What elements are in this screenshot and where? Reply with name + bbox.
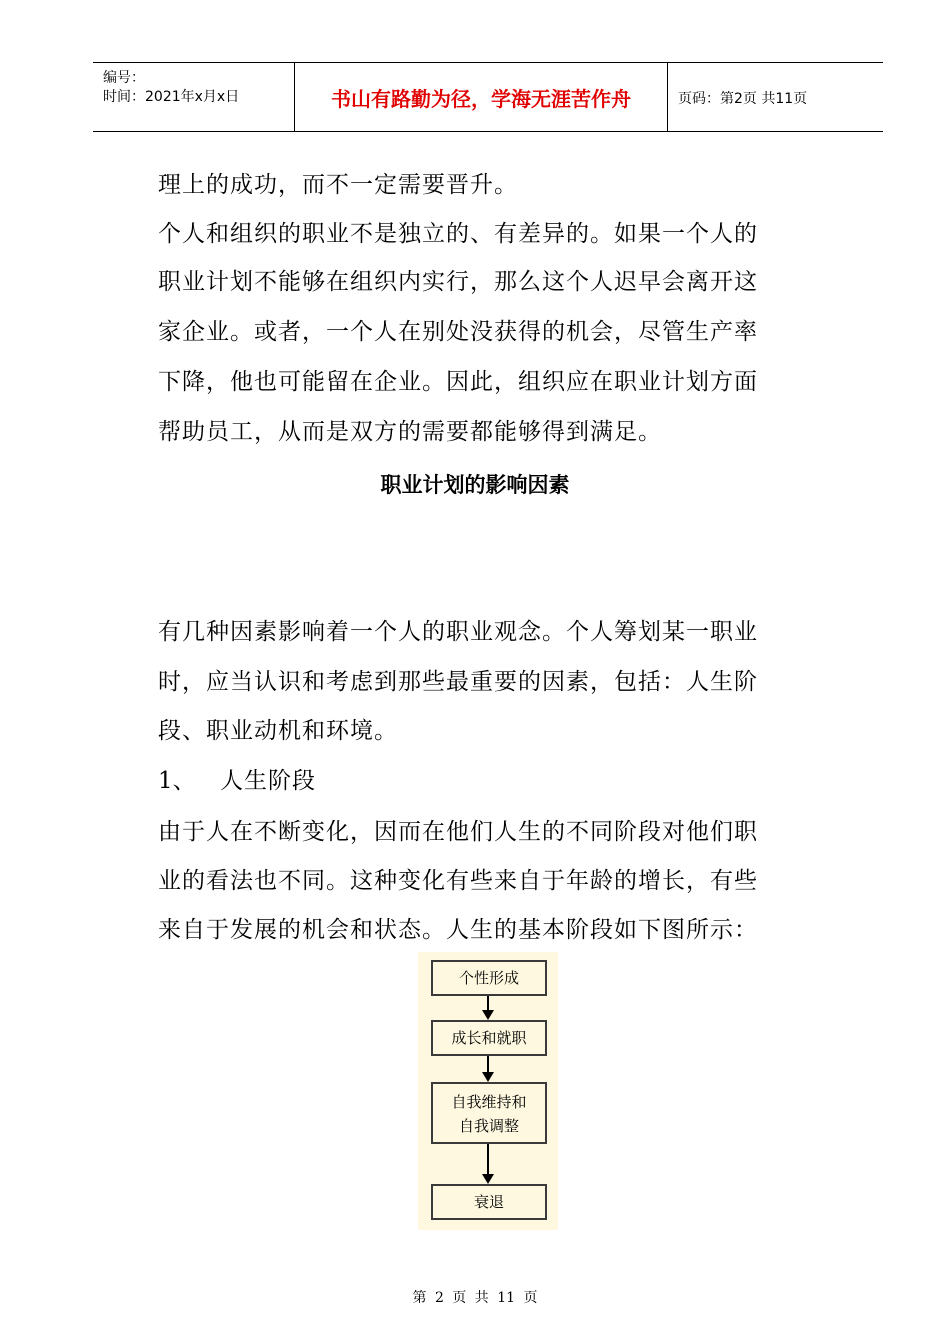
paragraph-line: 业的看法也不同。这种变化有些来自于年龄的增长，有些 [158,868,758,894]
flow-step-line: 自我维持和 [451,1093,527,1111]
flow-arrow-icon [487,1144,489,1182]
document-header [93,62,883,132]
serial-number-label: 编号： [103,70,145,86]
flow-step-decline: 衰退 [431,1184,547,1220]
life-stage-flowchart [418,952,558,1230]
header-motto-cell [295,63,668,131]
header-meta-cell [93,63,295,131]
page-info: 页码：第2页 共11页 [678,91,808,107]
motto-text: 书山有路勤为径，学海无涯苦作舟 [331,87,631,111]
paragraph-line: 个人和组织的职业不是独立的、有差异的。如果一个人的 [158,221,758,247]
flow-step-line: 自我调整 [458,1117,519,1135]
flow-step-growth: 成长和就职 [431,1020,547,1056]
flow-arrow-icon [487,1056,489,1080]
paragraph-line: 家企业。或者，一个人在别处没获得的机会，尽管生产率 [158,319,758,345]
list-item-text: 人生阶段 [220,768,316,794]
section-heading: 职业计划的影响因素 [380,473,570,497]
flow-arrow-icon [487,996,489,1018]
flow-step-personality: 个性形成 [431,960,547,996]
list-item-number: 1、 [158,768,196,794]
paragraph-line: 时，应当认识和考虑到那些最重要的因素，包括：人生阶 [158,669,758,695]
flow-step-self-maintenance [431,1082,547,1144]
header-page-cell [668,63,883,131]
page-footer: 第 2 页 共 11 页 [412,1290,538,1306]
paragraph-line: 帮助员工，从而是双方的需要都能够得到满足。 [158,419,662,445]
paragraph-line: 理上的成功，而不一定需要晋升。 [158,172,518,198]
paragraph-line: 段、职业动机和环境。 [158,718,398,744]
paragraph-line: 下降，他也可能留在企业。因此，组织应在职业计划方面 [158,369,758,395]
paragraph-line: 由于人在不断变化，因而在他们人生的不同阶段对他们职 [158,819,758,845]
time-label: 时间：2021年x月x日 [103,89,240,105]
paragraph-line: 职业计划不能够在组织内实行，那么这个人迟早会离开这 [158,269,758,295]
paragraph-line: 有几种因素影响着一个人的职业观念。个人筹划某一职业 [158,619,758,645]
paragraph-line: 来自于发展的机会和状态。人生的基本阶段如下图所示： [158,917,758,943]
